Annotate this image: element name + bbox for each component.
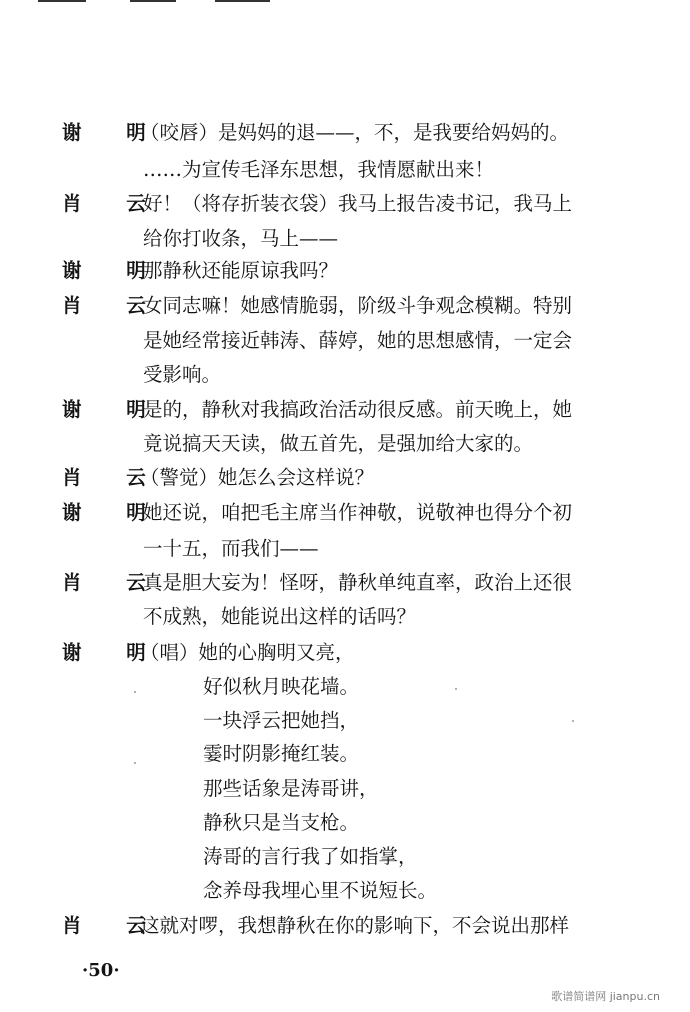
speaker-name: 谢 明	[62, 398, 165, 421]
scan-speck	[134, 691, 136, 693]
speaker-name: 肖 云	[62, 571, 165, 594]
verse-text: 念养母我埋心里不说短长。	[203, 879, 438, 902]
scan-edge-mark	[38, 0, 86, 2]
scan-edge-mark	[215, 0, 270, 2]
speaker-name: 谢 明	[62, 501, 165, 524]
scan-speck	[134, 762, 136, 764]
dialogue-text: 受影响。	[143, 363, 222, 386]
dialogue-text: 给你打收条，马上——	[143, 227, 339, 250]
speaker-name: 谢 明	[62, 641, 165, 664]
verse-text: 静秋只是当支枪。	[203, 811, 360, 834]
scan-edge-mark	[130, 0, 176, 2]
verse-text: 霎时阴影掩红装。	[203, 742, 360, 765]
dialogue-text: 真是胆大妄为！怪呀，静秋单纯直率，政治上还很	[143, 571, 573, 594]
dialogue-text: 不成熟，她能说出这样的话吗？	[143, 605, 417, 628]
dialogue-text: 竟说搞天天读，做五首先，是强加给大家的。	[143, 432, 534, 455]
dialogue-text: 女同志嘛！她感情脆弱，阶级斗争观念模糊。特别	[143, 294, 573, 317]
speaker-name: 肖 云	[62, 914, 165, 937]
scan-speck	[455, 688, 457, 690]
verse-text: 那些话象是涛哥讲，	[203, 777, 379, 800]
dialogue-text: 是她经常接近韩涛、薛婷，她的思想感情，一定会	[143, 329, 573, 352]
dialogue-text: （警觉）她怎么会这样说？	[140, 466, 375, 489]
dialogue-text: 是的，静秋对我搞政治活动很反感。前天晚上，她	[143, 398, 573, 421]
dialogue-text: 她还说，咱把毛主席当作神敬，说敬神也得分个初	[143, 501, 573, 524]
dialogue-text: ……为宣传毛泽东思想，我情愿献出来！	[143, 158, 495, 181]
verse-text: 好似秋月映花墙。	[203, 675, 360, 698]
scan-speck	[572, 720, 574, 722]
dialogue-text: （咬唇）是妈妈的退——，不，是我要给妈妈的。	[140, 121, 570, 144]
speaker-name: 肖 云	[62, 192, 165, 215]
verse-text: 涛哥的言行我了如指掌，	[203, 845, 418, 868]
page-number: ·50·	[82, 960, 120, 981]
speaker-name: 谢 明	[62, 121, 165, 144]
verse-text: 一块浮云把她挡，	[203, 709, 360, 732]
dialogue-text: 那静秋还能原谅我吗？	[143, 259, 339, 282]
dialogue-text: 好！（将存折装衣袋）我马上报告凌书记，我马上	[143, 192, 573, 215]
speaker-name: 谢 明	[62, 259, 165, 282]
dialogue-text: 一十五，而我们——	[143, 537, 319, 560]
dialogue-text: 这就对啰，我想静秋在你的影响下，不会说出那样	[140, 914, 570, 937]
speaker-name: 肖 云	[62, 294, 165, 317]
dialogue-text: （唱）她的心胸明又亮，	[140, 641, 355, 664]
watermark-text: 歌谱简谱网 jianpu.cn	[551, 990, 660, 1003]
speaker-name: 肖 云	[62, 466, 165, 489]
